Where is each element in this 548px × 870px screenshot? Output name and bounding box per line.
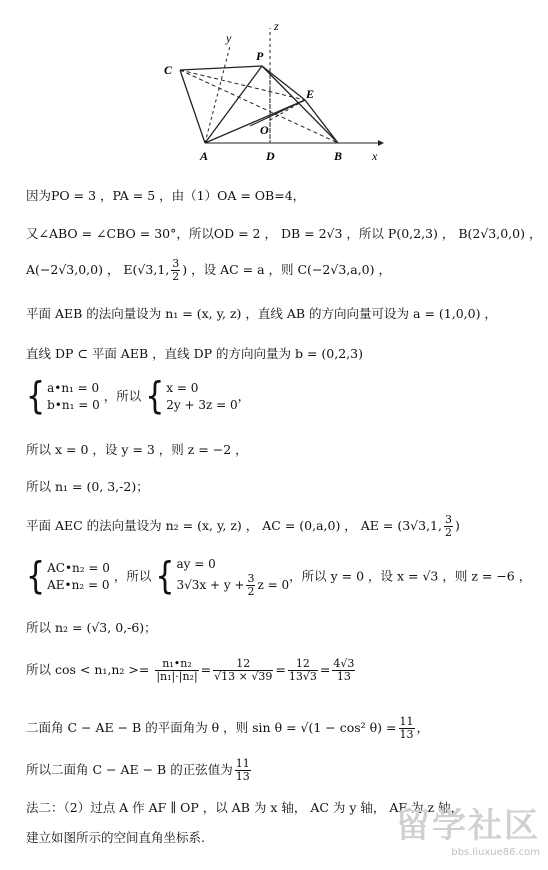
- fraction-cos-step1: $\frac{12}{√13 \times √39}$: [214, 657, 273, 683]
- label-D: D: [266, 149, 275, 163]
- solution-line-9: [26, 514, 460, 539]
- label-E: E: [306, 87, 315, 101]
- left-brace: {: [155, 554, 175, 599]
- system-4-end: ，所以 y = 0 ，设 x = √3 ，则 z = −6 ，: [289, 568, 532, 584]
- solution-line-12: 所以 n₂ = (√3, 0,-6)；: [26, 620, 157, 635]
- sine-end: ，: [416, 720, 430, 735]
- cosine-label: 所以 cos < n₁,n₂ >=: [26, 662, 150, 677]
- solution-line-2: 又∠ABO = ∠CBO = 30°，所以OD = 2 ， DB = 2√3 ，所以 P(0,2,3) ， B(2√3,0,0) ，: [26, 226, 542, 241]
- sine-line: [26, 716, 429, 741]
- solution-line-7: 所以 x = 0 ，设 y = 3 ，则 z = −2 ，: [26, 442, 248, 457]
- coords-text-b: ) ，设 AC = a ，则 C(−2√3,a,0) ，: [182, 262, 391, 277]
- label-O: O: [260, 123, 269, 137]
- system-2: [26, 556, 531, 598]
- fraction-cos-step2: $\frac{12}{13√3}$: [288, 657, 317, 683]
- label-B: B: [334, 149, 343, 163]
- system-1-mid: ，所以: [103, 388, 142, 404]
- system-4-rows: ay = 0 3√3x + y + $\frac{3}{2}$ z = 0: [176, 557, 290, 598]
- left-brace: {: [26, 554, 46, 599]
- watermark: [396, 798, 540, 858]
- answer-label: 所以二面角 C − AE − B 的正弦值为: [26, 762, 233, 777]
- system-3-mid: ，所以: [113, 568, 152, 584]
- label-y: y: [226, 31, 232, 45]
- solution-line-3: [26, 258, 391, 283]
- watermark-url: bbs.liuxue86.com: [451, 847, 540, 858]
- sine-label: 二面角 C − AE − B 的平面角为 θ ，则 sin θ = √(1 − cos² θ) =: [26, 720, 397, 735]
- left-brace: {: [145, 374, 165, 419]
- system-1: [26, 374, 251, 419]
- system-3-rows: AC•n₂ = 0 AE•n₂ = 0: [47, 561, 110, 592]
- label-x: x: [372, 149, 378, 163]
- normal-n2-end: ): [455, 518, 460, 533]
- cosine-line: 所以 cos < n₁,n₂ >= $\frac{\text{n₁•n₂}}{\text{|n₁|·|n₂|}}$ = $\frac{12}{√13 \times √39}$ = $\frac{12}{13√3}$ = $\frac{4√3}{13}$: [26, 657, 355, 683]
- label-A: A: [200, 149, 209, 163]
- fraction-11-13: $\frac{11}{13}$: [399, 715, 414, 741]
- solution-line-8: 所以 n₁ = (0, 3,-2)；: [26, 479, 149, 494]
- label-P: P: [256, 49, 264, 63]
- system-2-rows: x = 0 2y + 3z = 0: [166, 381, 238, 412]
- coords-text-a: A(−2√3,0,0) ， E(√3,1,: [26, 262, 170, 277]
- fraction-cos-general: $\frac{\text{n₁•n₂}}{\text{|n₁|·|n₂|}}$: [156, 657, 198, 683]
- watermark-logo-text: 留学社区: [396, 806, 540, 846]
- solution-line-4: 平面 AEB 的法向量设为 n₁ = (x, y, z) ，直线 AB 的方向向量可设为 a = (1,0,0) ，: [26, 306, 497, 321]
- solution-line-5: 直线 DP ⊂ 平面 AEB ，直线 DP 的方向向量为 b = (0,2,3): [26, 346, 363, 361]
- solution-line-1: 因为PO = 3 ，PA = 5 ，由（1）OA = OB=4，: [26, 188, 306, 203]
- fraction-3-2: $\frac{3}{2}$: [172, 257, 180, 283]
- left-brace: {: [26, 374, 46, 419]
- label-C: C: [164, 63, 173, 77]
- geometry-figure: [150, 8, 390, 166]
- fraction-3-2: $\frac{3}{2}$: [445, 513, 452, 539]
- normal-n2-text: 平面 AEC 的法向量设为 n₂ = (x, y, z) ， AC = (0,a,0) ， AE = (3√3,1,: [26, 518, 442, 533]
- system-1-rows: a•n₁ = 0 b•n₁ = 0: [47, 381, 100, 412]
- fraction-3-2: $\frac{3}{2}$: [247, 572, 255, 598]
- label-z: z: [274, 19, 279, 33]
- fraction-11-13: $\frac{11}{13}$: [235, 757, 250, 783]
- answer-line: [26, 758, 253, 783]
- method2-line-2: 建立如图所示的空间直角坐标系.: [26, 830, 205, 845]
- system-2-end: ，: [237, 388, 251, 404]
- fraction-cos-result: $\frac{4√3}{13}$: [333, 657, 355, 683]
- method2-line-1: 法二：（2）过点 A 作 AF ∥ OP ，以 AB 为 x 轴， AC 为 y 轴， AF 为 z 轴，: [26, 800, 464, 815]
